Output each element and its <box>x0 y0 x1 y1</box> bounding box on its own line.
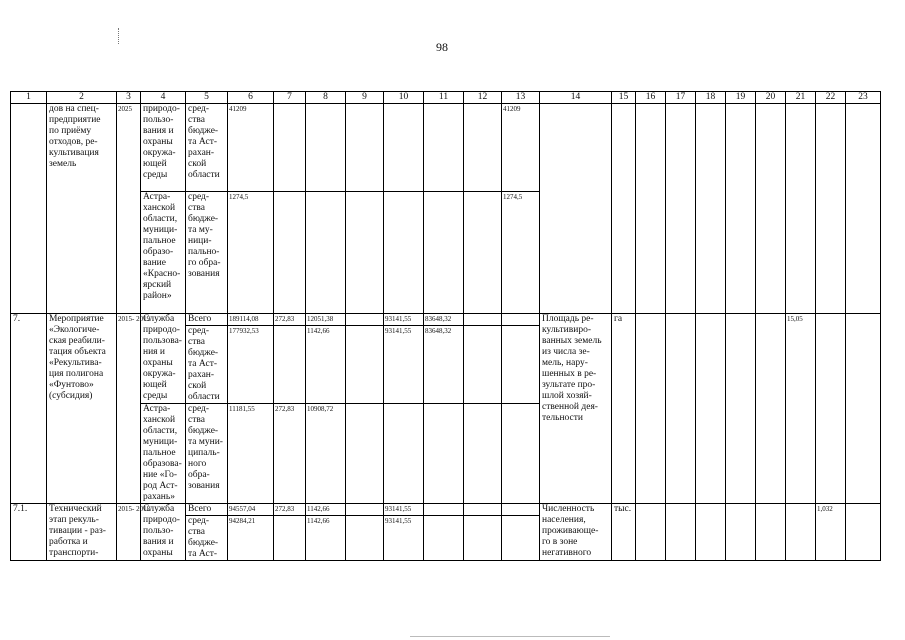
executor: Астра- ханской области, муници- пальное образо- вание «Красно- ярский район» <box>141 192 186 314</box>
col-header: 1 <box>11 92 47 104</box>
col-header: 23 <box>846 92 881 104</box>
funding-source: Всего <box>186 314 228 326</box>
program-table <box>10 91 881 561</box>
cell-value: 93141,55 <box>384 516 424 561</box>
table-row <box>11 504 881 516</box>
activity-name: Технический этап рекуль- тивации - раз- работка и транспорти- <box>47 504 117 561</box>
indicator: Площадь ре- культивиро- ванных земель из числа зе- мель, нару- шенных в ре- зультате про- шлой хозяй- ственной дея- тельности <box>540 314 612 504</box>
scan-specks <box>118 28 123 44</box>
col-header: 4 <box>141 92 186 104</box>
cell-value: 93141,55 <box>384 504 424 516</box>
col-header: 13 <box>502 92 540 104</box>
cell-value: 12051,38 <box>306 314 346 326</box>
col-header: 11 <box>424 92 464 104</box>
cell-value: 1274,5 <box>502 192 540 314</box>
col-header: 19 <box>726 92 756 104</box>
funding-source: сред- ства бюдже- та муни- ципаль- ного обра- зования <box>186 404 228 504</box>
cell-value: 1142,66 <box>306 504 346 516</box>
activity-name: Мероприятие «Экологиче- ская реабили- тация объекта «Рекультива- ция полигона «Фунтово» (субсидия) <box>47 314 117 504</box>
cell-value: 177932,53 <box>228 326 274 404</box>
cell-value: 272,83 <box>274 504 306 516</box>
funding-source: сред- ства бюдже- та Аст- рахан- ской области <box>186 326 228 404</box>
cell-value: 11181,55 <box>228 404 274 504</box>
col-header: 5 <box>186 92 228 104</box>
col-header: 9 <box>346 92 384 104</box>
funding-source: сред- ства бюдже- та му- ници- пально- го обра- зования <box>186 192 228 314</box>
col-header: 15 <box>612 92 636 104</box>
col-header: 14 <box>540 92 612 104</box>
cell-value: 94557,04 <box>228 504 274 516</box>
cell-value: 272,83 <box>274 314 306 326</box>
column-numbers-row <box>11 92 881 104</box>
cell-value: 41209 <box>502 104 540 192</box>
cell-value: 189114,08 <box>228 314 274 326</box>
table-row <box>11 104 881 192</box>
col-header: 20 <box>756 92 786 104</box>
unit: га <box>612 314 636 504</box>
scan-artifact <box>410 636 610 637</box>
cell-value: 1274,5 <box>228 192 274 314</box>
col-header: 6 <box>228 92 274 104</box>
activity-years: 2015- 2019 <box>117 314 141 504</box>
activity-name: дов на спец- предприятие по приёму отходов, ре- культивация земель <box>47 104 117 314</box>
page-number: 98 <box>436 40 448 54</box>
executor: Астра- ханской области, муници- пальное образова- ние «Го- род Аст- рахань» <box>141 404 186 504</box>
col-header: 8 <box>306 92 346 104</box>
cell-value: 83648,32 <box>424 314 464 326</box>
col-header: 10 <box>384 92 424 104</box>
col-header: 21 <box>786 92 816 104</box>
row-number: 7. <box>11 314 47 504</box>
cell-value: 93141,55 <box>384 326 424 404</box>
cell-value: 10908,72 <box>306 404 346 504</box>
activity-years: 2015- 2018 <box>117 504 141 561</box>
executor: Служба природо- пользова- ния и охраны окружа- ющей среды <box>141 314 186 404</box>
col-header: 18 <box>696 92 726 104</box>
col-header: 3 <box>117 92 141 104</box>
col-header: 7 <box>274 92 306 104</box>
cell-value: 1142,66 <box>306 516 346 561</box>
cell-value: 15,05 <box>786 314 816 504</box>
executor: природо- пользо- вания и охраны окружа- ющей среды <box>141 104 186 192</box>
cell-value: 272,83 <box>274 404 306 504</box>
funding-source: сред- ства бюдже- та Аст- рахан- ской области <box>186 104 228 192</box>
col-header: 12 <box>464 92 502 104</box>
col-header: 17 <box>666 92 696 104</box>
indicator: Численность населения, проживающе- го в зоне негативного <box>540 504 612 561</box>
table-row <box>11 314 881 326</box>
cell-value: 1,032 <box>816 504 846 561</box>
funding-source: сред- ства бюдже- та Аст- <box>186 516 228 561</box>
col-header: 16 <box>636 92 666 104</box>
cell-value: 93141,55 <box>384 314 424 326</box>
cell-value: 1142,66 <box>306 326 346 404</box>
col-header: 22 <box>816 92 846 104</box>
executor: Служба природо- пользо- вания и охраны <box>141 504 186 561</box>
row-number: 7.1. <box>11 504 47 561</box>
col-header: 2 <box>47 92 117 104</box>
cell-value: 41209 <box>228 104 274 192</box>
cell-value: 83648,32 <box>424 326 464 404</box>
unit: тыс. <box>612 504 636 561</box>
cell-value: 94284,21 <box>228 516 274 561</box>
activity-year: 2025 <box>117 104 141 314</box>
funding-source: Всего <box>186 504 228 516</box>
